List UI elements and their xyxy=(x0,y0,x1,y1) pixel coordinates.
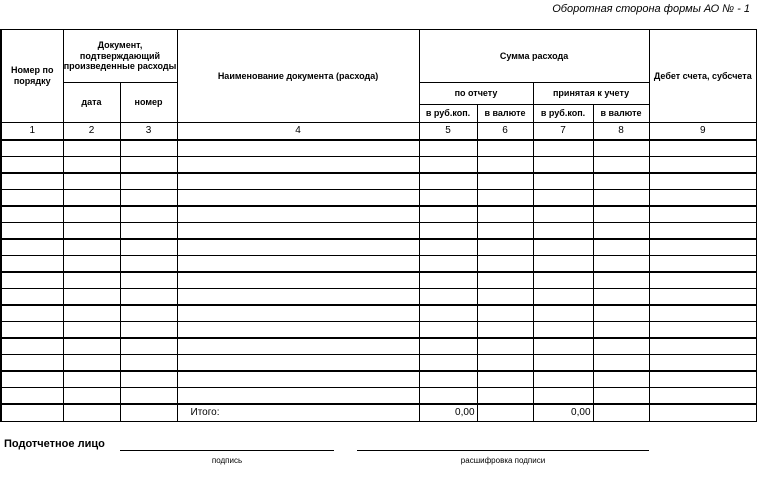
cell-doc-date[interactable] xyxy=(63,305,120,322)
cell-rub-accepted[interactable] xyxy=(533,156,593,173)
cell-rub-report[interactable] xyxy=(419,140,477,157)
cell-row-number[interactable] xyxy=(1,156,63,173)
header-name: Наименование документа (расхода) xyxy=(177,30,419,123)
cell-row-number[interactable] xyxy=(1,371,63,388)
cell-doc-date[interactable] xyxy=(63,239,120,256)
total-rub-report[interactable]: 0,00 xyxy=(419,404,477,422)
cell-rub-report[interactable] xyxy=(419,371,477,388)
cell-currency-report[interactable] xyxy=(477,288,533,305)
cell-debit-account[interactable] xyxy=(649,371,757,388)
cell-currency-report[interactable] xyxy=(477,239,533,256)
cell-currency-report[interactable] xyxy=(477,156,533,173)
cell-row-number[interactable] xyxy=(1,354,63,371)
cell-doc-name[interactable] xyxy=(177,321,419,338)
cell-row-number[interactable] xyxy=(1,321,63,338)
cell-doc-number[interactable] xyxy=(120,156,177,173)
cell-doc-name[interactable] xyxy=(177,222,419,239)
cell-currency-accepted[interactable] xyxy=(593,189,649,206)
column-number-9: 9 xyxy=(649,123,757,140)
cell-row-number[interactable] xyxy=(1,189,63,206)
column-number-3: 3 xyxy=(120,123,177,140)
cell-doc-date[interactable] xyxy=(63,321,120,338)
cell-doc-name[interactable] xyxy=(177,206,419,223)
cell-row-number[interactable] xyxy=(1,173,63,190)
cell-doc-name[interactable] xyxy=(177,387,419,404)
header-by-report: по отчету xyxy=(419,83,533,105)
cell-doc-date[interactable] xyxy=(63,354,120,371)
cell-rub-report[interactable] xyxy=(419,338,477,355)
cell-rub-accepted[interactable] xyxy=(533,222,593,239)
cell-row-number[interactable] xyxy=(1,288,63,305)
table-row xyxy=(1,354,757,371)
cell-doc-name[interactable] xyxy=(177,272,419,289)
table-row xyxy=(1,222,757,239)
table-row xyxy=(1,189,757,206)
cell-rub-report[interactable] xyxy=(419,305,477,322)
cell-currency-report[interactable] xyxy=(477,305,533,322)
cell-rub-accepted[interactable] xyxy=(533,272,593,289)
cell-rub-accepted[interactable] xyxy=(533,354,593,371)
cell-rub-report[interactable] xyxy=(419,239,477,256)
header-date: дата xyxy=(63,83,120,123)
cell-doc-number[interactable] xyxy=(120,206,177,223)
cell-rub-accepted[interactable] xyxy=(533,338,593,355)
cell-currency-accepted[interactable] xyxy=(593,206,649,223)
cell-debit-account[interactable] xyxy=(649,140,757,157)
cell-currency-accepted[interactable] xyxy=(593,156,649,173)
cell-doc-number[interactable] xyxy=(120,239,177,256)
cell-debit-account[interactable] xyxy=(649,338,757,355)
header-document: Документ, подтверждающий произведенные расходы xyxy=(63,30,177,83)
cell-currency-report[interactable] xyxy=(477,272,533,289)
cell-rub-accepted[interactable] xyxy=(533,173,593,190)
cell-doc-number[interactable] xyxy=(120,338,177,355)
cell-currency-report[interactable] xyxy=(477,354,533,371)
cell-doc-date[interactable] xyxy=(63,156,120,173)
total-currency-report[interactable] xyxy=(477,404,533,422)
cell-row-number[interactable] xyxy=(1,140,63,157)
cell-doc-name[interactable] xyxy=(177,354,419,371)
cell-currency-accepted[interactable] xyxy=(593,222,649,239)
column-number-1: 1 xyxy=(1,123,63,140)
header-number: Номер по порядку xyxy=(1,30,63,123)
header-currency-accepted: в валюте xyxy=(593,105,649,123)
cell-debit-account[interactable] xyxy=(649,305,757,322)
cell-debit-account[interactable] xyxy=(649,156,757,173)
cell-doc-number[interactable] xyxy=(120,354,177,371)
cell-rub-report[interactable] xyxy=(419,288,477,305)
column-number-6: 6 xyxy=(477,123,533,140)
cell-rub-accepted[interactable] xyxy=(533,371,593,388)
cell-rub-report[interactable] xyxy=(419,321,477,338)
cell-currency-accepted[interactable] xyxy=(593,173,649,190)
cell-doc-name[interactable] xyxy=(177,156,419,173)
expense-table xyxy=(0,29,757,422)
table-row xyxy=(1,338,757,355)
form-caption: Оборотная сторона формы АО № - 1 xyxy=(552,3,750,15)
cell-row-number[interactable] xyxy=(1,206,63,223)
table-row xyxy=(1,140,757,157)
total-currency-accepted[interactable] xyxy=(593,404,649,422)
column-number-5: 5 xyxy=(419,123,477,140)
header-debit: Дебет счета, субсчета xyxy=(649,30,757,123)
cell-doc-number[interactable] xyxy=(120,288,177,305)
cell-row-number[interactable] xyxy=(1,338,63,355)
cell-debit-account[interactable] xyxy=(649,173,757,190)
table-row xyxy=(1,321,757,338)
total-rub-accepted[interactable]: 0,00 xyxy=(533,404,593,422)
cell-rub-report[interactable] xyxy=(419,387,477,404)
cell-rub-accepted[interactable] xyxy=(533,387,593,404)
cell-doc-number[interactable] xyxy=(120,272,177,289)
header-accepted: принятая к учету xyxy=(533,83,649,105)
table-row xyxy=(1,206,757,223)
cell-debit-account[interactable] xyxy=(649,189,757,206)
column-number-4: 4 xyxy=(177,123,419,140)
cell-currency-report[interactable] xyxy=(477,140,533,157)
cell-doc-name[interactable] xyxy=(177,140,419,157)
cell-doc-name[interactable] xyxy=(177,239,419,256)
column-number-2: 2 xyxy=(63,123,120,140)
cell-row-number[interactable] xyxy=(1,222,63,239)
table-row xyxy=(1,255,757,272)
cell-doc-name[interactable] xyxy=(177,338,419,355)
cell-row-number[interactable] xyxy=(1,255,63,272)
cell-currency-accepted[interactable] xyxy=(593,338,649,355)
cell-row-number[interactable] xyxy=(1,305,63,322)
cell-rub-accepted[interactable] xyxy=(533,189,593,206)
cell-debit-account[interactable] xyxy=(649,321,757,338)
cell-currency-report[interactable] xyxy=(477,189,533,206)
cell-rub-report[interactable] xyxy=(419,189,477,206)
cell-rub-report[interactable] xyxy=(419,255,477,272)
cell-doc-date[interactable] xyxy=(63,272,120,289)
header-doc-number: номер xyxy=(120,83,177,123)
cell-doc-date[interactable] xyxy=(63,173,120,190)
cell-doc-number[interactable] xyxy=(120,305,177,322)
cell-doc-name[interactable] xyxy=(177,288,419,305)
header-currency-report: в валюте xyxy=(477,105,533,123)
table-row xyxy=(1,239,757,256)
signature-decoding-caption: расшифровка подписи xyxy=(460,456,546,465)
cell-doc-number[interactable] xyxy=(120,255,177,272)
cell-doc-name[interactable] xyxy=(177,173,419,190)
cell-doc-number[interactable] xyxy=(120,371,177,388)
cell-rub-report[interactable] xyxy=(419,272,477,289)
cell-doc-number[interactable] xyxy=(120,321,177,338)
cell-doc-date[interactable] xyxy=(63,140,120,157)
cell-currency-accepted[interactable] xyxy=(593,321,649,338)
cell-debit-account[interactable] xyxy=(649,255,757,272)
cell-doc-number[interactable] xyxy=(120,189,177,206)
cell-debit-account[interactable] xyxy=(649,222,757,239)
cell-row-number[interactable] xyxy=(1,239,63,256)
cell-doc-name[interactable] xyxy=(177,255,419,272)
column-number-7: 7 xyxy=(533,123,593,140)
cell-doc-date[interactable] xyxy=(63,189,120,206)
table-row xyxy=(1,387,757,404)
cell-doc-number[interactable] xyxy=(120,387,177,404)
cell-rub-accepted[interactable] xyxy=(533,321,593,338)
cell-currency-accepted[interactable] xyxy=(593,272,649,289)
cell-rub-report[interactable] xyxy=(419,222,477,239)
total-cell-2 xyxy=(63,404,120,422)
signature-line[interactable] xyxy=(120,450,334,451)
total-cell-1 xyxy=(1,404,63,422)
cell-rub-report[interactable] xyxy=(419,156,477,173)
table-row xyxy=(1,371,757,388)
cell-rub-accepted[interactable] xyxy=(533,255,593,272)
cell-rub-accepted[interactable] xyxy=(533,288,593,305)
cell-currency-accepted[interactable] xyxy=(593,288,649,305)
signature-caption: подпись xyxy=(211,456,243,465)
table-row xyxy=(1,305,757,322)
cell-debit-account[interactable] xyxy=(649,239,757,256)
table-row xyxy=(1,173,757,190)
cell-doc-date[interactable] xyxy=(63,288,120,305)
cell-doc-date[interactable] xyxy=(63,371,120,388)
cell-doc-date[interactable] xyxy=(63,338,120,355)
total-label: Итого: xyxy=(177,404,419,422)
signature-decoding-line[interactable] xyxy=(357,450,649,451)
cell-rub-accepted[interactable] xyxy=(533,206,593,223)
cell-row-number[interactable] xyxy=(1,387,63,404)
cell-doc-date[interactable] xyxy=(63,222,120,239)
cell-doc-name[interactable] xyxy=(177,305,419,322)
cell-debit-account[interactable] xyxy=(649,387,757,404)
cell-currency-accepted[interactable] xyxy=(593,239,649,256)
cell-rub-accepted[interactable] xyxy=(533,305,593,322)
cell-doc-name[interactable] xyxy=(177,189,419,206)
cell-rub-report[interactable] xyxy=(419,354,477,371)
cell-rub-accepted[interactable] xyxy=(533,140,593,157)
cell-currency-report[interactable] xyxy=(477,206,533,223)
accountable-person-label: Подотчетное лицо xyxy=(4,438,105,450)
cell-doc-number[interactable] xyxy=(120,222,177,239)
cell-doc-date[interactable] xyxy=(63,255,120,272)
header-amount: Сумма расхода xyxy=(419,30,649,83)
table-row xyxy=(1,288,757,305)
header-rub-accepted: в руб.коп. xyxy=(533,105,593,123)
cell-currency-accepted[interactable] xyxy=(593,371,649,388)
cell-currency-accepted[interactable] xyxy=(593,387,649,404)
total-debit[interactable] xyxy=(649,404,757,422)
cell-debit-account[interactable] xyxy=(649,288,757,305)
cell-currency-accepted[interactable] xyxy=(593,255,649,272)
cell-rub-accepted[interactable] xyxy=(533,239,593,256)
cell-currency-report[interactable] xyxy=(477,321,533,338)
cell-currency-accepted[interactable] xyxy=(593,354,649,371)
cell-currency-report[interactable] xyxy=(477,255,533,272)
total-cell-3 xyxy=(120,404,177,422)
cell-currency-accepted[interactable] xyxy=(593,140,649,157)
cell-doc-date[interactable] xyxy=(63,387,120,404)
cell-doc-number[interactable] xyxy=(120,140,177,157)
cell-currency-report[interactable] xyxy=(477,338,533,355)
cell-currency-report[interactable] xyxy=(477,387,533,404)
cell-debit-account[interactable] xyxy=(649,354,757,371)
cell-debit-account[interactable] xyxy=(649,272,757,289)
cell-debit-account[interactable] xyxy=(649,206,757,223)
header-rub-report: в руб.коп. xyxy=(419,105,477,123)
cell-currency-report[interactable] xyxy=(477,222,533,239)
cell-rub-report[interactable] xyxy=(419,206,477,223)
cell-doc-name[interactable] xyxy=(177,371,419,388)
cell-rub-report[interactable] xyxy=(419,173,477,190)
table-row xyxy=(1,272,757,289)
column-number-8: 8 xyxy=(593,123,649,140)
cell-currency-report[interactable] xyxy=(477,371,533,388)
table-row xyxy=(1,156,757,173)
cell-currency-report[interactable] xyxy=(477,173,533,190)
cell-doc-date[interactable] xyxy=(63,206,120,223)
cell-row-number[interactable] xyxy=(1,272,63,289)
cell-currency-accepted[interactable] xyxy=(593,305,649,322)
cell-doc-number[interactable] xyxy=(120,173,177,190)
